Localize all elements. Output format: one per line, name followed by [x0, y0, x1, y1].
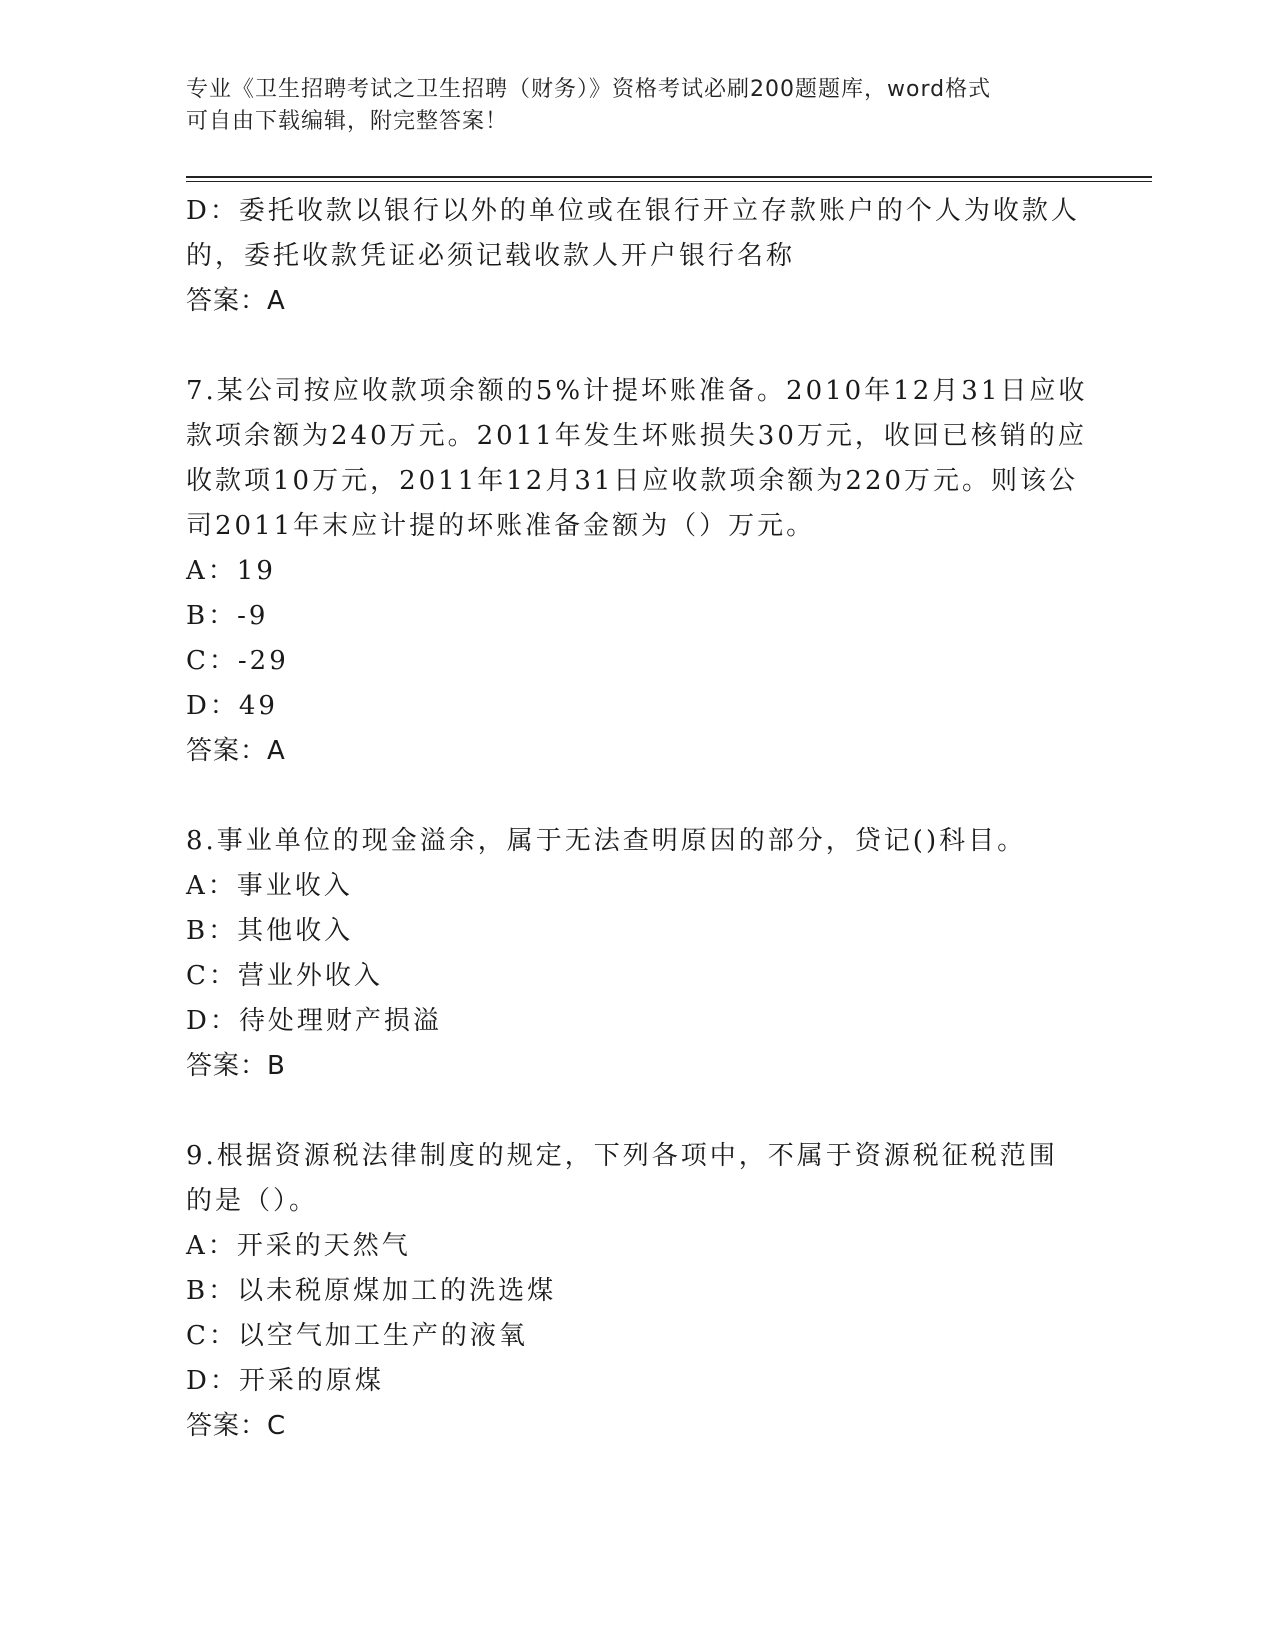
option-c: C：-29 — [186, 646, 289, 676]
header-title-line-2: 可自由下载编辑，附完整答案！ — [186, 109, 509, 134]
option-d: D：待处理财产损溢 — [186, 1006, 442, 1036]
option-d-continued: 的，委托收款凭证必须记载收款人开户银行名称 — [186, 241, 796, 271]
question-stem-line: 款项余额为240万元。2011年发生坏账损失30万元，收回已核销的应 — [186, 421, 1087, 451]
option-b: B：其他收入 — [186, 916, 354, 946]
answer-line: 答案：A — [186, 286, 286, 316]
header-title-line-1: 专业《卫生招聘考试之卫生招聘（财务）》资格考试必刷200题题库，word格式 — [186, 77, 992, 102]
answer-line: 答案：B — [186, 1051, 286, 1081]
header-divider-thin — [186, 181, 1152, 182]
option-b: B：-9 — [186, 601, 269, 631]
spacer — [186, 1089, 1086, 1134]
option-a: A：19 — [186, 556, 276, 586]
spacer — [186, 324, 1086, 369]
answer-line: 答案：A — [186, 736, 286, 766]
option-a: A：开采的天然气 — [186, 1231, 411, 1261]
spacer — [186, 774, 1086, 819]
question-stem-line: 收款项10万元，2011年12月31日应收款项余额为220万元。则该公 — [186, 466, 1079, 496]
header-divider-thick — [186, 176, 1152, 178]
question-9 — [186, 1134, 1086, 1449]
option-c: C：以空气加工生产的液氧 — [186, 1321, 528, 1351]
option-b: B：以未税原煤加工的洗选煤 — [186, 1276, 557, 1306]
option-d: D：开采的原煤 — [186, 1366, 384, 1396]
question-6-tail — [186, 189, 1086, 324]
question-list — [186, 189, 1086, 1449]
option-c: C：营业外收入 — [186, 961, 383, 991]
answer-line: 答案：C — [186, 1411, 287, 1441]
question-stem-line: 的是（）。 — [186, 1186, 319, 1216]
option-d: D：委托收款以银行以外的单位或在银行开立存款账户的个人为收款人 — [186, 196, 1080, 226]
option-a: A：事业收入 — [186, 871, 353, 901]
question-8 — [186, 819, 1086, 1089]
question-7 — [186, 369, 1086, 774]
option-d: D：49 — [186, 691, 278, 721]
question-stem-line: 司2011年末应计提的坏账准备金额为（）万元。 — [186, 511, 816, 541]
question-stem-line: 7.某公司按应收款项余额的5%计提坏账准备。2010年12月31日应收 — [186, 376, 1088, 406]
question-stem-line: 9.根据资源税法律制度的规定，下列各项中，不属于资源税征税范围 — [186, 1141, 1058, 1171]
question-stem-line: 8.事业单位的现金溢余，属于无法查明原因的部分，贷记()科目。 — [186, 826, 1027, 856]
document-header — [186, 74, 1086, 138]
